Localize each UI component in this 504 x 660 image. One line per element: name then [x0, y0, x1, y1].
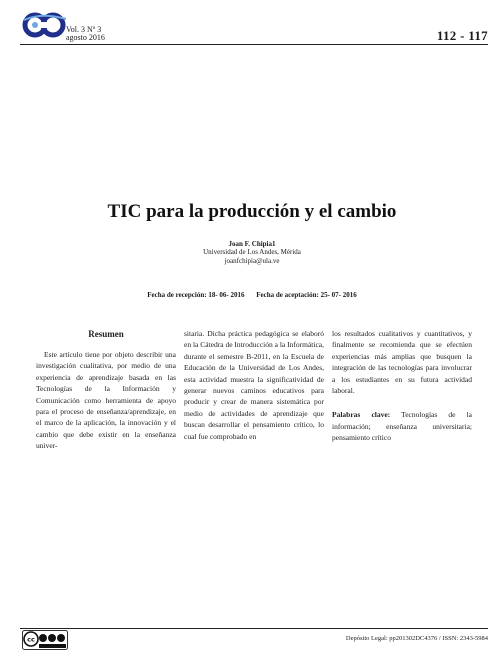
keywords-label: Palabras clave: — [332, 410, 391, 420]
article-title: TIC para la producción y el cambio — [107, 201, 397, 222]
accepted-date: Fecha de aceptación: 25- 07- 2016 — [256, 291, 357, 299]
received-date: Fecha de recepción: 18- 06- 2016 — [147, 291, 245, 299]
abstract-heading: Resumen — [88, 329, 124, 339]
legal-deposit: Depósito Legal: pp201302DC4376 / ISSN: 2343-5984 — [345, 635, 488, 642]
page-range: 112 - 117 — [436, 28, 488, 43]
author-name: Joan F. Chipia1 — [228, 240, 276, 248]
author-email: joanfchipia@ula.ve — [224, 256, 280, 265]
journal-logo-icon — [22, 10, 68, 38]
svg-text:cc: cc — [27, 635, 35, 644]
volume-number: Vol. 3 Nº 3 — [66, 25, 102, 34]
abstract-text-2: sitaria. Dicha práctica pedagógica se elaboró en la Cátedra de Introducción a la Informática, durante el semestre B-2011, en la Escuela de Educación de la Universidad de Los Andes, esta actividad muestra la significatividad de generar nuevos caminos educativos para producir y crear de manera sistemática por medio de actividades de aprendizaje que buscan desarrollar el pensamiento crítico, lo cual fue comprobado en — [184, 329, 324, 441]
author-affiliation: Universidad de Los Andes, Mérida — [203, 248, 301, 257]
issue-date: agosto 2016 — [66, 33, 105, 42]
abstract-column-2 — [184, 328, 324, 442]
keywords-text: Tecnologías de la información; enseñanza universitaria; pensamiento crítico — [332, 410, 472, 443]
header-divider — [20, 44, 488, 45]
keywords — [332, 409, 472, 443]
author-block — [0, 240, 504, 265]
journal-header — [0, 0, 504, 46]
abstract-column-1 — [36, 328, 176, 452]
abstract-text-3: los resultados cualitativos y cuantitativos, y finalmente se recomienda que se efectúen experiencias más amplias que busquen la integración de las tecnologías para involucrar a los estudiantes en su futura actividad laboral. — [332, 329, 472, 396]
creative-commons-license-icon — [22, 630, 68, 650]
volume-info — [66, 26, 105, 42]
footer-divider — [20, 628, 488, 629]
abstract-column-3 — [332, 328, 472, 444]
submission-dates — [0, 291, 504, 299]
abstract-text-1: Este artículo tiene por objeto describir una investigación cualitativa, por medio de una experiencia de aprendizaje basada en las Tecnologías de la Información y Comunicación como herramienta de apoyo para el proceso de enseñanza/aprendizaje, en el marco de la aplicación, la innovación y el cambio que debe existir en la enseñanza univer- — [36, 350, 176, 451]
